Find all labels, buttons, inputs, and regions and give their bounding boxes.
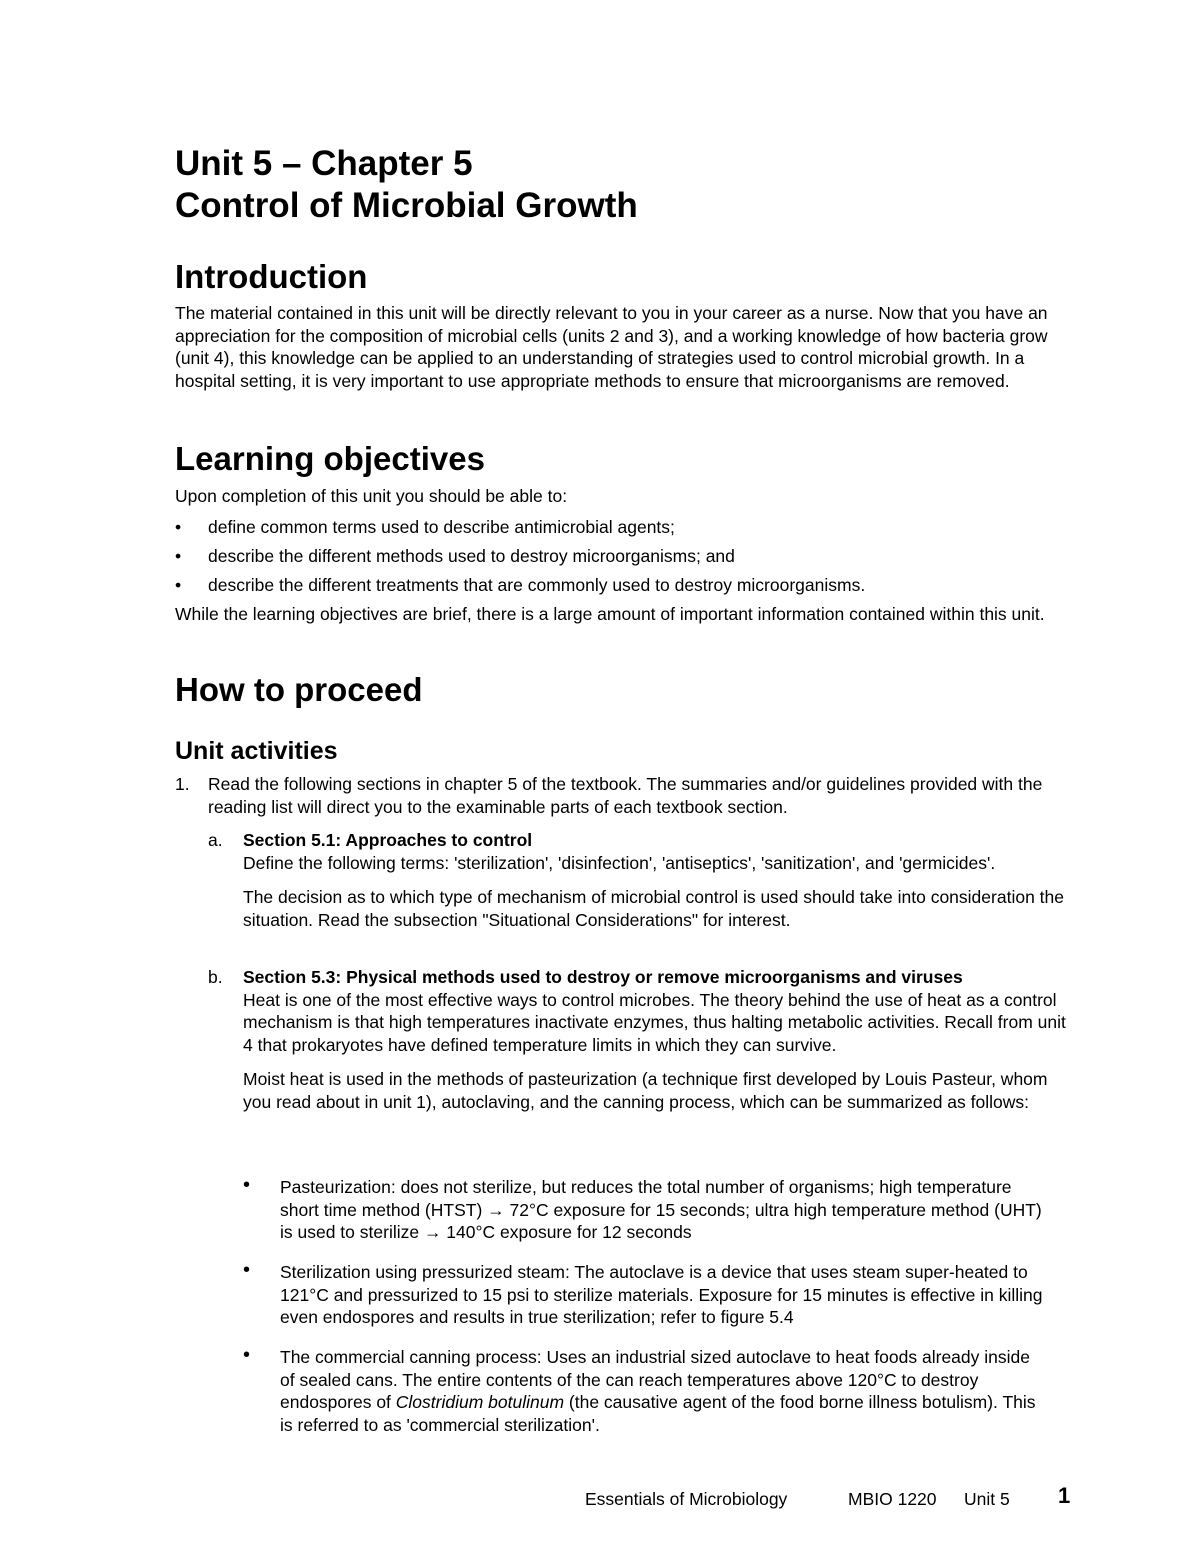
bullet-icon: • — [243, 1344, 251, 1366]
bullet-icon: • — [243, 1259, 251, 1281]
section-paragraph: Heat is one of the most effective ways to control microbes. The theory behind the use of heat as a control mechanism is that high temperatures inactivate enzymes, thus halting metabolic activities. Recall from unit 4 that prokaryotes have defined temperature limits in which they can survive. — [243, 989, 1066, 1055]
section-marker: b. — [208, 967, 223, 987]
unit-activities-heading: Unit activities — [175, 737, 338, 765]
step-text: Read the following sections in chapter 5 of the textbook. The summaries and/or guidelines provided with the reading list will direct you to the examinable parts of each textbook section. — [208, 774, 1043, 817]
objectives-lead: Upon completion of this unit you should be able to: — [175, 486, 568, 506]
section-marker: a. — [208, 830, 223, 850]
title-line-2: Control of Microbial Growth — [175, 186, 638, 225]
footer-course: MBIO 1220 — [848, 1489, 937, 1509]
footer-book: Essentials of Microbiology — [585, 1489, 788, 1509]
bullet-icon: • — [175, 546, 182, 566]
section-paragraph: The decision as to which type of mechanism of microbial control is used should take into consideration the situation. Read the subsection "Situational Considerations" for interest. — [243, 887, 1064, 930]
section-title: Section 5.3: Physical methods used to destroy or remove microorganisms and viruses — [243, 967, 963, 987]
introduction-text: The material contained in this unit will be directly relevant to you in your career as a nurse. Now that you have an appreciation for the composition of microbial cells (units 2 and 3), and a working knowledge of how bacteria grow (unit 4), this knowledge can be applied to an understanding of strategies used to control microbial growth. In a hospital setting, it is very important to use appropriate methods to ensure that microorganisms are removed. — [175, 303, 1048, 391]
proceed-heading: How to proceed — [175, 671, 423, 708]
step-marker: 1. — [175, 774, 190, 794]
section-title: Section 5.1: Approaches to control — [243, 830, 533, 850]
title-line-1: Unit 5 – Chapter 5 — [175, 144, 473, 183]
organism-name: Clostridium botulinum — [395, 1392, 565, 1412]
page-number: 1 — [1058, 1483, 1071, 1508]
bullet-icon: • — [175, 517, 182, 537]
objectives-heading: Learning objectives — [175, 440, 485, 477]
footer-unit: Unit 5 — [964, 1489, 1010, 1509]
page-title — [175, 143, 638, 227]
section-paragraph: Moist heat is used in the methods of pasteurization (a technique first developed by Louis Pasteur, whom you read about in unit 1), autoclaving, and the canning process, which can be summarized as follows: — [243, 1069, 1048, 1112]
introduction-heading: Introduction — [175, 258, 368, 295]
bullet-icon: • — [243, 1174, 251, 1196]
section-paragraph: Define the following terms: 'sterilization', 'disinfection', 'antiseptics', 'sanitization', and 'germicides'. — [243, 852, 996, 873]
objectives-note: While the learning objectives are brief, there is a large amount of important information contained within this unit. — [175, 604, 1045, 624]
bullet-icon: • — [175, 575, 182, 595]
